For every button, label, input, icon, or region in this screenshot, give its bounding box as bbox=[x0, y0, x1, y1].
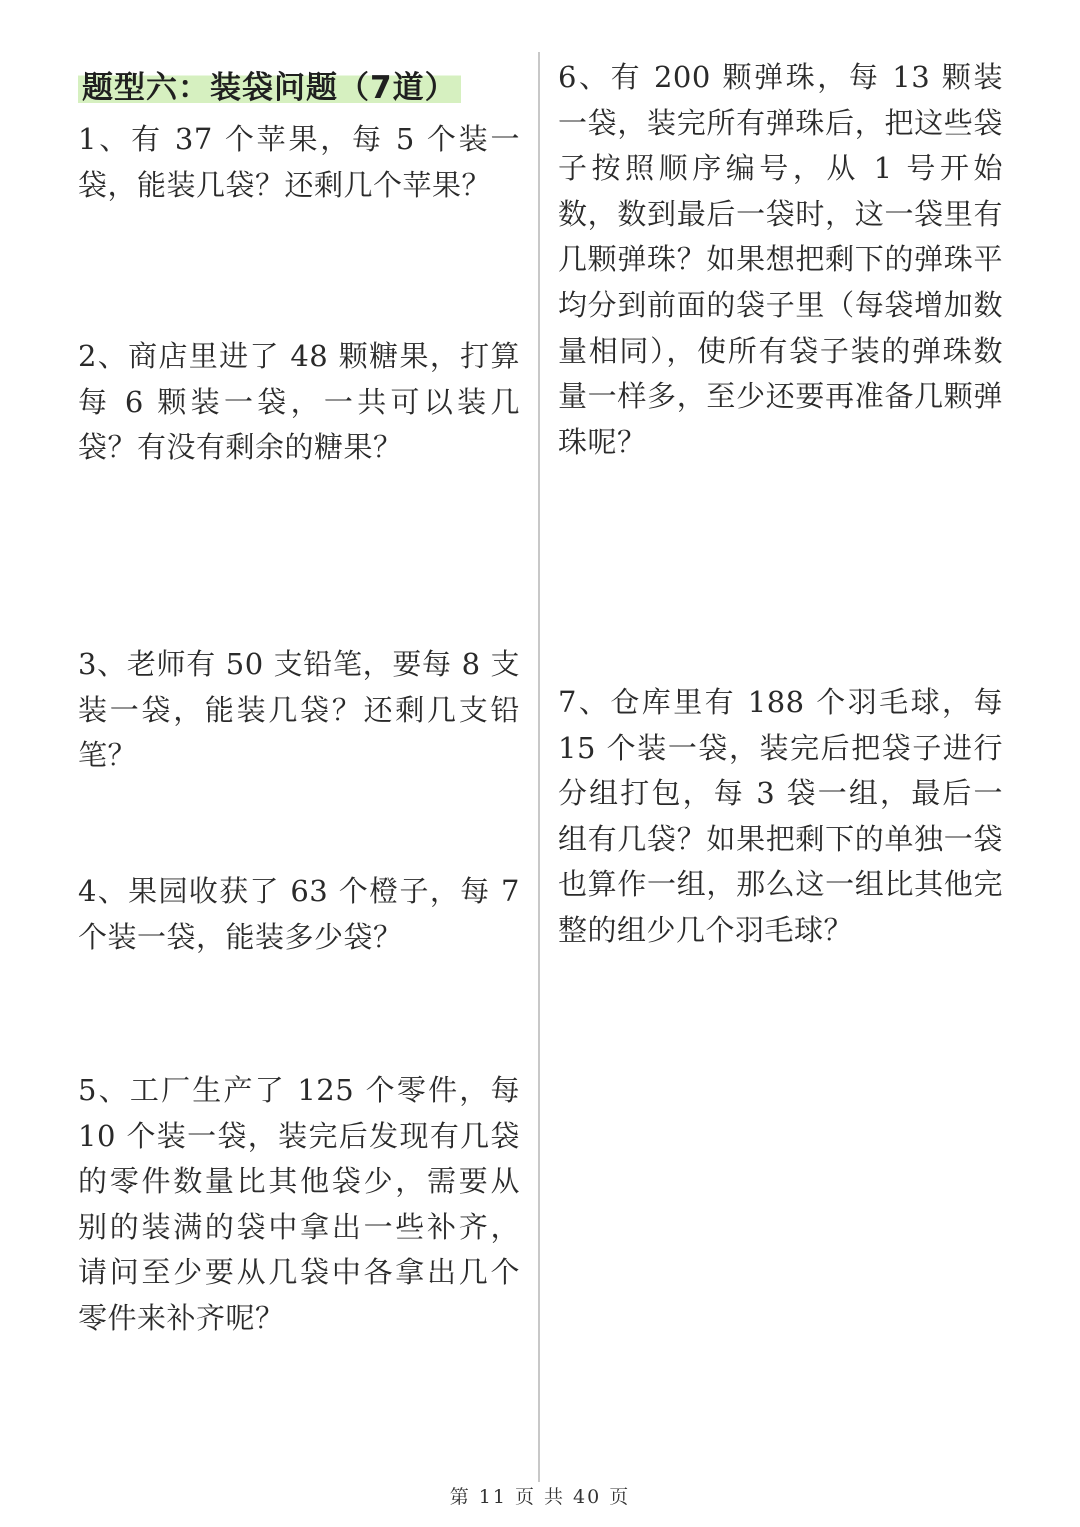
question-3: 3、老师有 50 支铅笔，要每 8 支装一袋，能装几袋？还剩几支铅笔？ bbox=[78, 647, 520, 773]
page-number: 第 11 页 共 40 页 bbox=[449, 1486, 631, 1508]
section-title bbox=[78, 62, 518, 114]
question-1: 1、有 37 个苹果，每 5 个装一袋，能装几袋？还剩几个苹果？ bbox=[78, 122, 520, 202]
question-5: 5、工厂生产了 125 个零件，每 10 个装一袋，装完后发现有几袋的零件数量比其他袋少，需要从别的装满的袋中拿出一些补齐，请问至少要从几袋中各拿出几个零件来补齐呢？ bbox=[78, 1073, 520, 1335]
question-6: 6、有 200 颗弹珠，每 13 颗装一袋，装完所有弹珠后，把这些袋子按照顺序编号，从 1 号开始数，数到最后一袋时，这一袋里有几颗弹珠？如果想把剩下的弹珠平均分到前面的袋子里（每袋增加数量相同），使所有袋子装的弹珠数量一样多，至少还要再准备几颗弹珠呢？ bbox=[558, 60, 1003, 459]
section-title-text: 题型六：装袋问题（7道） bbox=[78, 70, 461, 106]
question-7: 7、仓库里有 188 个羽毛球，每 15 个装一袋，装完后把袋子进行分组打包，每 3 袋一组，最后一组有几袋？如果把剩下的单独一袋也算作一组，那么这一组比其他完整的组少几个羽毛球？ bbox=[558, 685, 1003, 947]
question-4: 4、果园收获了 63 个橙子，每 7 个装一袋，能装多少袋？ bbox=[78, 874, 520, 954]
column-divider bbox=[538, 52, 540, 1482]
question-2: 2、商店里进了 48 颗糖果，打算每 6 颗装一袋，一共可以装几袋？有没有剩余的糖果？ bbox=[78, 339, 520, 465]
